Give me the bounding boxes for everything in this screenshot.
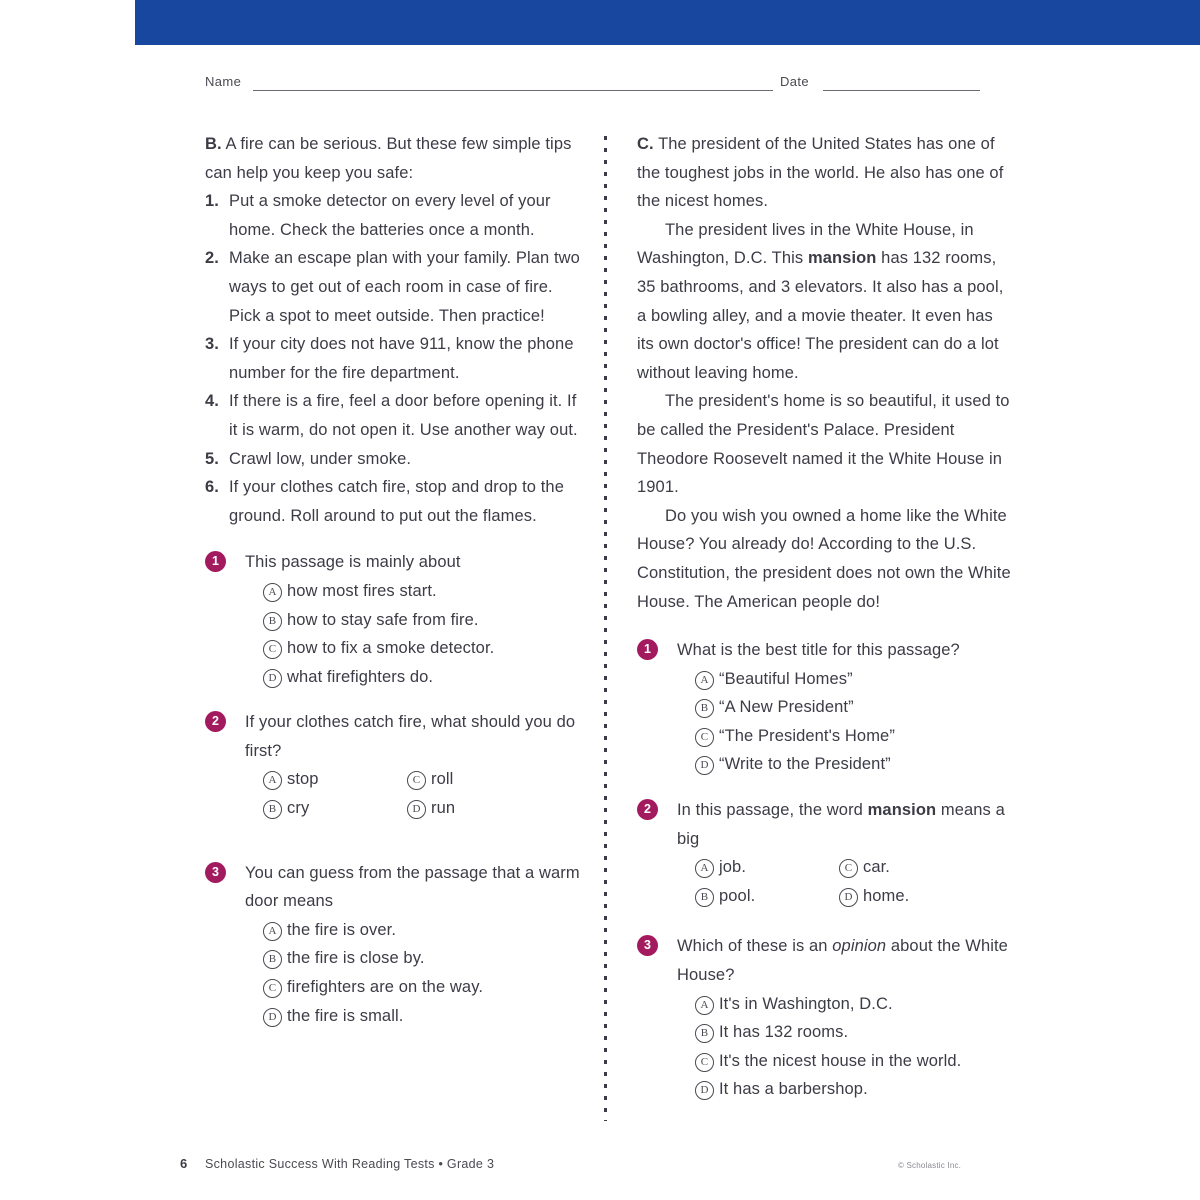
column-divider [604,136,607,1121]
date-input-line[interactable] [823,90,980,91]
choice-b3-b[interactable] [263,944,580,973]
question-c3-choices [637,990,1012,1104]
question-c2-head [637,796,1012,853]
choice-c1-d[interactable] [695,750,1012,779]
passage-c-para-1-text: The president of the United States has one of the toughest jobs in the world. He also has one of the nicest homes. [637,135,1004,211]
step-text: Make an escape plan with your family. Plan two ways to get out of each room in case of fire. Pick a spot to meet outside. Then practice! [229,249,580,325]
list-item [205,187,580,244]
choice-c3-d[interactable] [695,1075,1012,1104]
name-date-row [205,72,980,96]
choice-text: It has 132 rooms. [719,1023,849,1042]
choice-text: run [431,799,456,818]
choice-b3-c[interactable] [263,973,580,1002]
question-c2-choices [637,853,1012,910]
choice-c2-c[interactable] [839,853,890,882]
name-label: Name [205,74,242,89]
passage-b-column [205,130,580,1047]
list-item [205,330,580,387]
date-label: Date [780,74,810,89]
question-b3-text: You can guess from the passage that a warm door means [245,863,580,911]
choice-letter: B [263,950,282,969]
choice-text: roll [431,770,454,789]
choice-letter: B [695,888,714,907]
step-number: 5. [205,449,219,468]
passage-b-letter: B. [205,135,222,153]
question-b2-choices [205,765,580,822]
question-c2-text: In this passage, the word mansion means a big [677,801,1005,848]
choice-text: stop [287,770,319,789]
list-item [205,244,580,330]
choice-letter: C [839,859,858,878]
choice-c1-b[interactable] [695,693,1012,722]
question-b2-text: If your clothes catch fire, what should you do first? [245,713,576,760]
question-b1-text: This passage is mainly about [245,553,461,572]
question-b1-head [205,548,580,577]
choice-letter: C [263,979,282,998]
step-text: If there is a fire, feel a door before opening it. If it is warm, do not open it. Use another way out. [229,392,578,439]
choice-letter: A [263,771,282,790]
choice-letter: D [263,669,282,688]
choice-c1-a[interactable] [695,665,1012,694]
step-text: Crawl low, under smoke. [229,449,412,468]
choice-text: how to fix a smoke detector. [287,639,495,658]
choice-b2-c[interactable] [407,765,453,794]
question-b2 [205,708,580,822]
choice-letter: D [839,888,858,907]
question-c3-head [637,932,1012,989]
passage-b-intro [205,130,580,187]
choice-text: cry [287,799,310,818]
choice-text: “Write to the President” [719,755,891,774]
question-b2-head [205,708,580,765]
passage-c-para-3 [637,387,1012,501]
choice-text: the fire is small. [287,1006,404,1025]
choice-letter: D [263,1008,282,1027]
choice-c3-b[interactable] [695,1018,1012,1047]
choice-b2-d[interactable] [407,794,455,823]
step-number: 2. [205,249,219,268]
question-c3-text: Which of these is an opinion about the White House? [677,937,1008,985]
choice-text: car. [863,858,890,877]
choice-b1-a[interactable] [263,577,580,606]
step-text: If your city does not have 911, know the phone number for the fire department. [229,335,574,382]
choice-text: how most fires start. [287,581,437,600]
choice-text: It has a barbershop. [719,1080,868,1099]
passage-c-questions [637,636,1012,1104]
step-text: Put a smoke detector on every level of your home. Check the batteries once a month. [229,192,551,239]
choice-letter: C [695,728,714,747]
choice-b3-d[interactable] [263,1002,580,1031]
step-number: 6. [205,478,219,497]
question-number-badge: 3 [637,935,658,956]
question-c1-choices [637,665,1012,779]
choice-letter: B [695,699,714,718]
choice-text: It's the nicest house in the world. [719,1051,962,1070]
choice-letter: A [695,996,714,1015]
question-number-badge: 2 [205,711,226,732]
passage-c-para-2-text: The president lives in the White House, in Washington, D.C. This mansion has 132 rooms, 35 bathrooms, and 3 elevators. It also has a pool, a bowling alley, and a movie theater. It even has its own doctor's office! The president can do a lot without leaving home. [637,220,1004,382]
step-number: 1. [205,192,219,211]
left-margin-strip [0,0,135,1200]
choice-b1-b[interactable] [263,606,580,635]
question-c3 [637,932,1012,1104]
choice-text: what firefighters do. [287,667,434,686]
step-text: If your clothes catch fire, stop and drop to the ground. Roll around to put out the flames. [229,478,564,525]
passage-c-letter: C. [637,135,654,153]
step-number: 4. [205,392,219,411]
choice-letter: D [407,800,426,819]
choice-letter: D [695,756,714,775]
choice-letter: A [263,922,282,941]
list-item [205,387,580,444]
question-b3-choices [205,916,580,1030]
choice-letter: A [263,583,282,602]
passage-c-para-2 [637,216,1012,388]
footer-title: Scholastic Success With Reading Tests • Grade 3 [205,1157,495,1171]
passage-c-para-4 [637,502,1012,616]
choice-text: “The President's Home” [719,726,895,745]
question-b1-choices [205,577,580,691]
choice-text: home. [863,886,910,905]
choice-text: the fire is close by. [287,949,425,968]
choice-letter: B [263,612,282,631]
choice-text: job. [719,858,747,877]
choice-text: It's in Washington, D.C. [719,994,893,1013]
question-c1-text: What is the best title for this passage? [677,641,960,660]
choice-b1-d[interactable] [263,663,580,692]
choice-text: the fire is over. [287,920,396,939]
choice-text: “Beautiful Homes” [719,669,853,688]
choice-text: how to stay safe from fire. [287,610,479,629]
choice-c3-a[interactable] [695,990,1012,1019]
choice-text: pool. [719,886,756,905]
choice-letter: C [695,1053,714,1072]
question-number-badge: 1 [637,639,658,660]
passage-c-para-4-text: Do you wish you owned a home like the White House? You already do! According to the U.S. Constitution, the president does not own the White House. The American people do! [637,506,1011,611]
question-c2 [637,796,1012,910]
choice-letter: C [263,640,282,659]
header-blue-band [135,0,1200,45]
question-c1 [637,636,1012,779]
question-number-badge: 2 [637,799,658,820]
passage-b-intro-text: A fire can be serious. But these few simple tips can help you keep you safe: [205,135,572,182]
choice-letter: B [263,800,282,819]
choice-letter: A [695,671,714,690]
choice-c1-c[interactable] [695,722,1012,751]
passage-c-column [637,130,1012,1121]
fire-safety-steps [205,187,580,530]
passage-b-questions [205,548,580,1030]
passage-c-para-3-text: The president's home is so beautiful, it used to be called the President's Palace. President Theodore Roosevelt named it the White House in 1901. [637,392,1010,497]
choice-text: firefighters are on the way. [287,978,484,997]
choice-c2-d[interactable] [839,882,909,911]
choice-c3-c[interactable] [695,1047,1012,1076]
step-number: 3. [205,335,219,354]
question-number-badge: 3 [205,862,226,883]
page-number: 6 [180,1156,188,1171]
question-number-badge: 1 [205,551,226,572]
choice-letter: C [407,771,426,790]
question-b3-head [205,859,580,916]
choice-b3-a[interactable] [263,916,580,945]
question-b1 [205,548,580,691]
choice-letter: A [695,859,714,878]
passage-c-para-1 [637,130,1012,216]
choice-text: “A New President” [719,698,854,717]
choice-b1-c[interactable] [263,634,580,663]
question-b3 [205,859,580,1031]
footer-credit: © Scholastic Inc. [898,1161,962,1170]
list-item [205,473,580,530]
choice-letter: D [695,1081,714,1100]
choice-letter: B [695,1024,714,1043]
list-item [205,445,580,474]
name-input-line[interactable] [253,90,773,91]
question-c1-head [637,636,1012,665]
